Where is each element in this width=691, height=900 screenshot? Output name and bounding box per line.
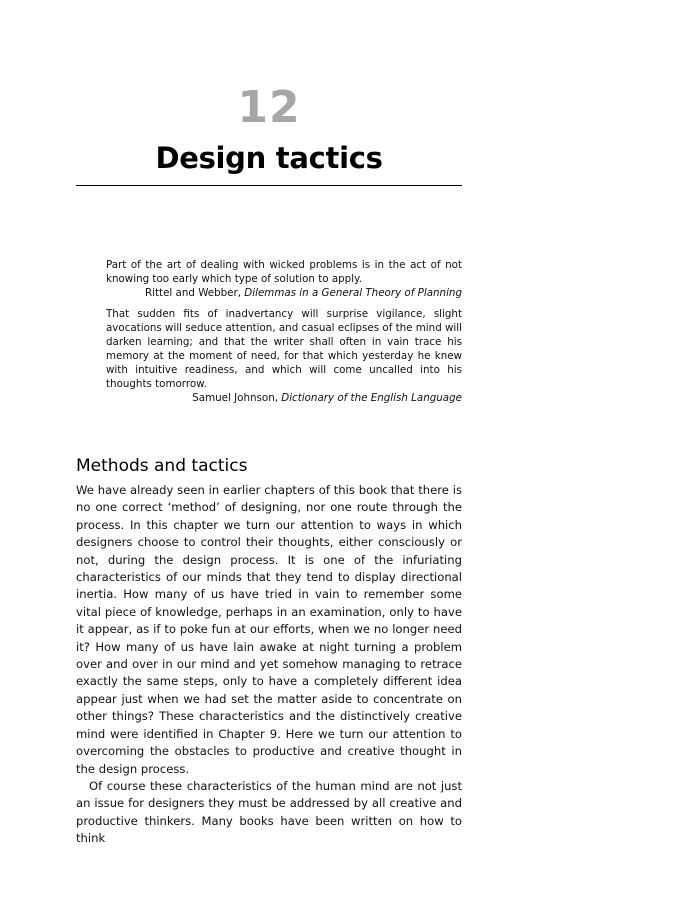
body-paragraph: We have already seen in earlier chapters of this book that there is no one correct ‘method’ of designing, nor one route through the process. In this chapter we turn our attention to ways in which designers choose to control their thoughts, either consciously or not, during the design process. It is one of the infuriating characteristics of our minds that they tend to display directional inertia. How many of us have tried in vain to remember some vital piece of knowledge, perhaps in an examination, only to have it appear, as if to poke fun at our efforts, when we no longer need it? How many of us have lain awake at night turning a problem over and over in our mind and yet somehow managing to retrace exactly the same steps, only to have a completely different idea appear just when we had set the matter aside to concentrate on other things? These characteristics and the distinctively creative mind were identified in Chapter 9. Here we turn our attention to overcoming the obstacles to productive and creative thought in the design process. [76,483,462,776]
epigraph-attribution [106,391,462,405]
epigraph-johnson [106,307,462,405]
epigraph-source: Dilemmas in a General Theory of Planning [244,287,462,299]
epigraph-attribution [106,286,462,300]
epigraph-author: Rittel and Webber, [144,287,245,299]
epigraph-author: Samuel Johnson, [192,392,282,404]
epigraph-quote: That sudden fits of inadvertancy will surprise vigilance, slight avocations will seduce attention, and casual eclipses of the mind will darken learning; and that the writer shall often in vain trace his memory at the moment of need, for that which yesterday he knew with intuitive readiness, and which will come uncalled into his thoughts tomorrow. [106,308,463,390]
section-body [76,482,462,848]
body-paragraph: Of course these characteristics of the human mind are not just an issue for designers they must be addressed by all creative and productive thinkers. Many books have been written on how to think [76,778,462,846]
epigraph-quote: Part of the art of dealing with wicked problems is in the act of not knowing too early which type of solution to apply. [106,259,462,285]
section-heading: Methods and tactics [76,456,248,477]
epigraph-source: Dictionary of the English Language [281,392,462,404]
epigraph-rittel-webber [106,258,462,300]
epigraphs [106,258,462,405]
chapter-title: Design tactics [155,141,383,175]
title-divider [76,185,462,186]
chapter-number: 12 [237,82,301,133]
